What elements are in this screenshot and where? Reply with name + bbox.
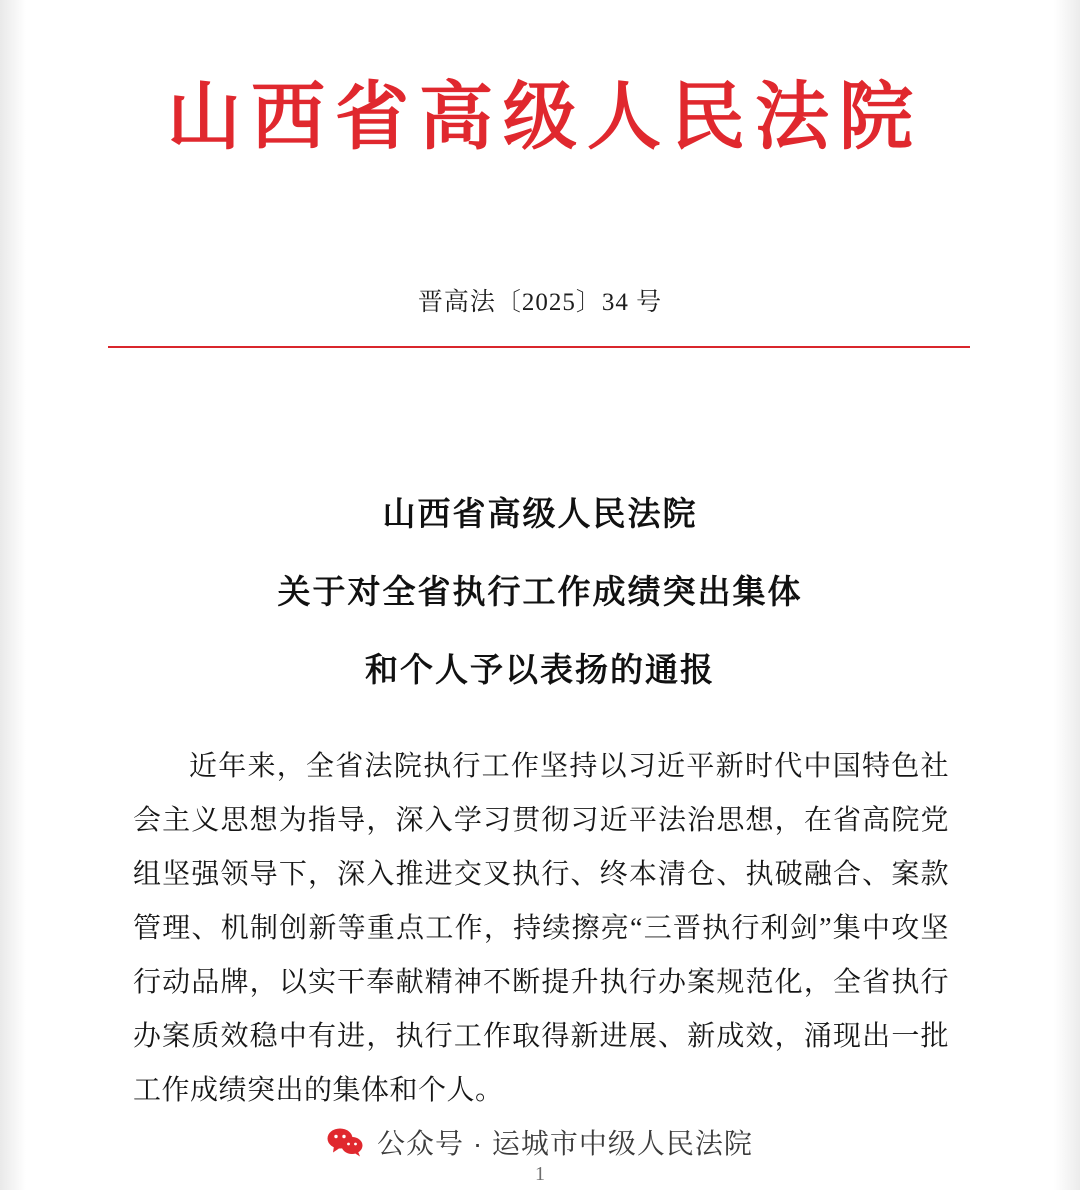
footer-account-label: 公众号 · 运城市中级人民法院 xyxy=(377,1128,753,1159)
document-title xyxy=(0,476,1080,710)
document-title-line-3: 和个人予以表扬的通报 xyxy=(365,653,715,689)
page-number: 1 xyxy=(535,1163,545,1185)
document-title-line-1: 山西省高级人民法院 xyxy=(382,497,698,533)
document-number: 晋高法〔2025〕34 号 xyxy=(417,289,663,316)
wechat-icon xyxy=(327,1127,363,1157)
body-paragraph: 近年来，全省法院执行工作坚持以习近平新时代中国特色社会主义思想为指导，深入学习贯彻习近平法治思想，在省高院党组坚强领导下，深入推进交叉执行、终本清仓、执破融合、案款管理、机制创新等重点工作，持续擦亮“三晋执行利剑”集中攻坚行动品牌，以实干奉献精神不断提升执行办案规范化，全省执行办案质效稳中有进，执行工作取得新进展、新成效，涌现出一批工作成绩突出的集体和个人。 xyxy=(133,751,949,1106)
document-body xyxy=(133,740,949,1118)
red-divider-rule xyxy=(108,346,970,348)
masthead-title: 山西省高级人民法院 xyxy=(167,77,923,159)
document-title-line-2: 关于对全省执行工作成绩突出集体 xyxy=(277,575,803,611)
